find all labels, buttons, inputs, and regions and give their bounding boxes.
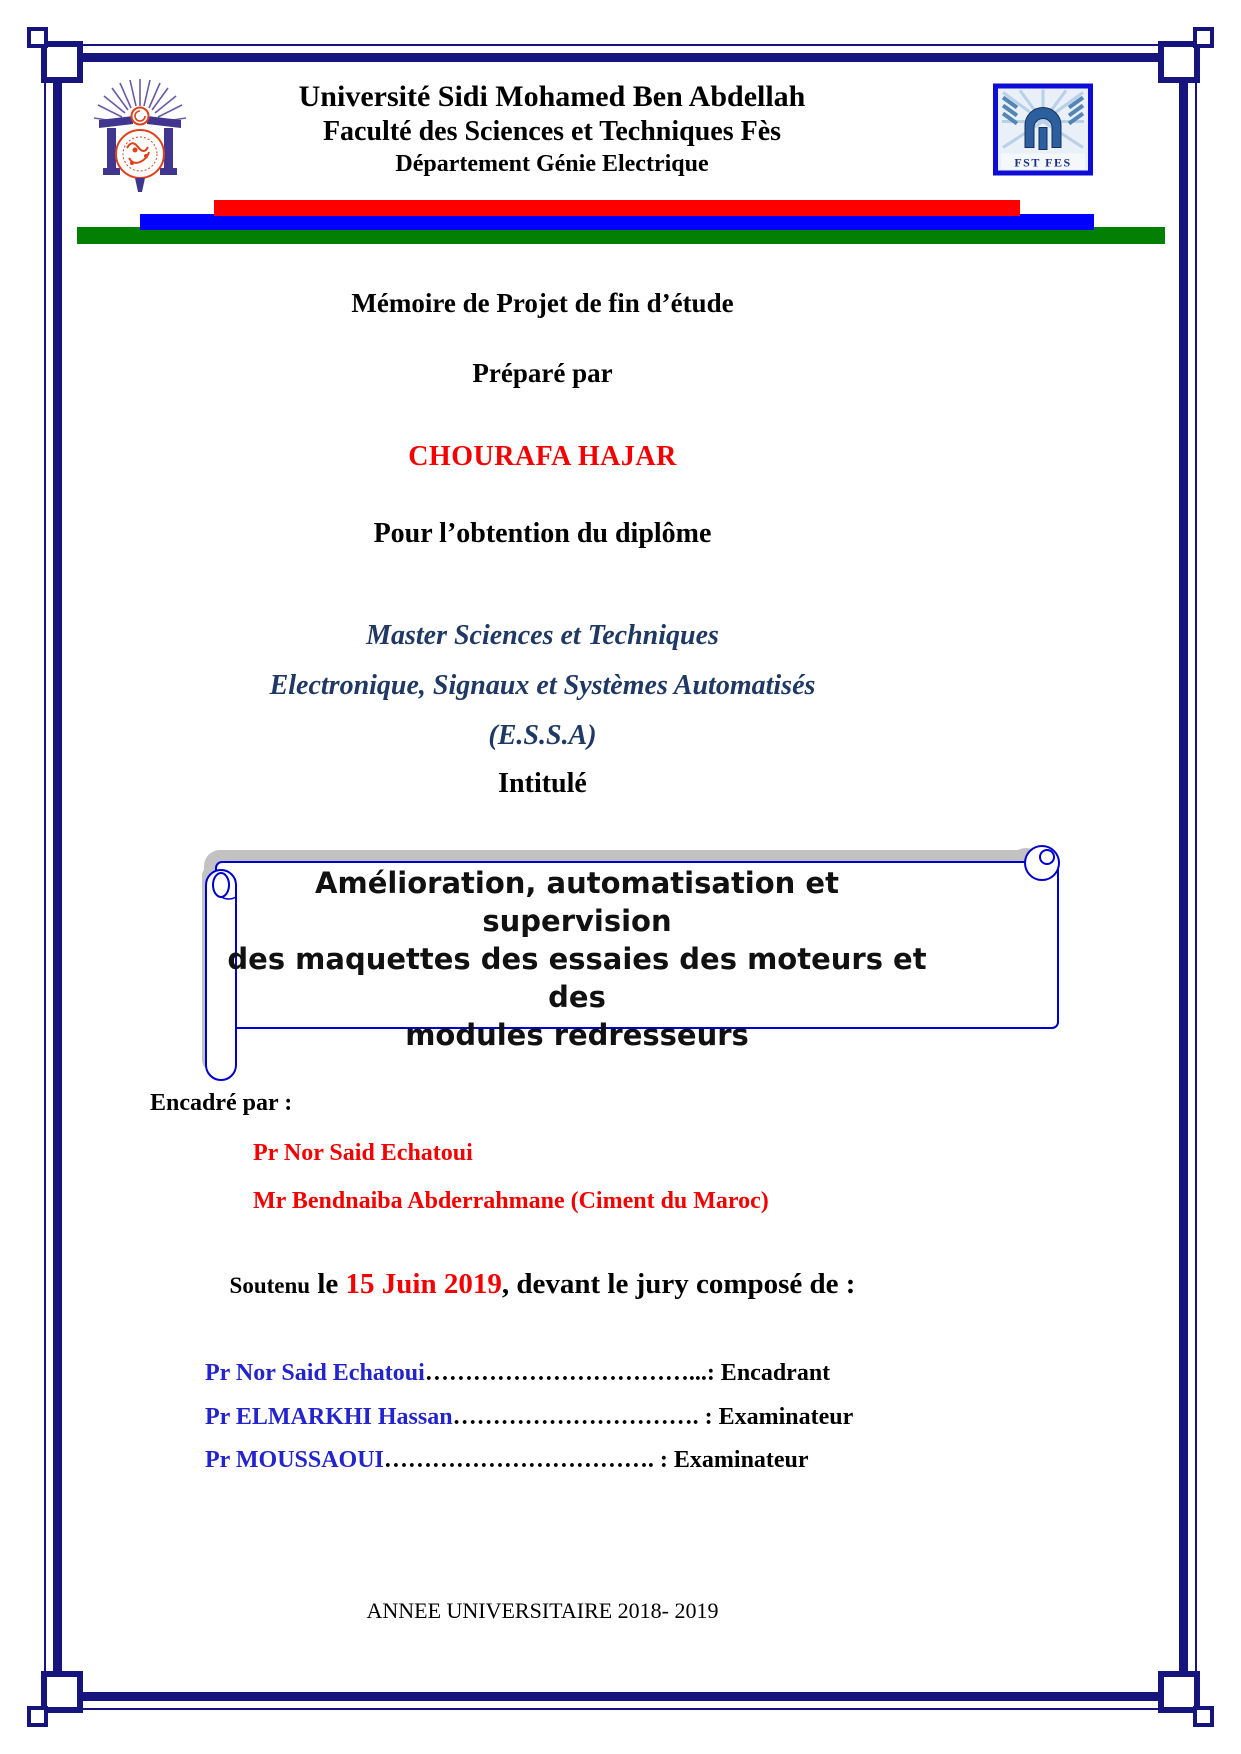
defense-date: 15 Juin 2019 [345,1268,502,1300]
master-program: Master Sciences et Techniques [366,620,719,651]
jury-row [205,1404,853,1431]
jury-member-name: Pr MOUSSAOUI [205,1447,384,1473]
thesis-title-line2: des maquettes des essaies des moteurs et des [227,942,927,1014]
jury-member-name: Pr Nor Said Echatoui [205,1360,425,1386]
jury-member-role: : Examinateur [659,1447,809,1473]
defense-prefix: Soutenu [229,1273,311,1298]
jury-row [205,1447,809,1474]
defense-line [0,1268,1085,1301]
dot-leader: ……………………………. [383,1447,660,1473]
jury-row [205,1360,830,1387]
supervisor-2: Mr Bendnaiba Abderrahmane (Ciment du Maroc) [253,1188,769,1214]
university-name: Université Sidi Mohamed Ben Abdellah [298,80,806,113]
thesis-title-line3: modules redresseurs [405,1018,749,1052]
academic-year-footer: ANNEE UNIVERSITAIRE 2018- 2019 [366,1598,719,1623]
thesis-title-line1: Amélioration, automatisation et supervision [315,866,839,938]
red-divider-bar [214,200,1020,216]
fst-fes-logo-icon [993,82,1093,177]
faculty-name: Faculté des Sciences et Techniques Fès [322,116,782,147]
department-name: Département Génie Electrique [395,151,709,177]
diploma-line: Pour l’obtention du diplôme [373,518,712,549]
supervisors-label: Encadré par : [150,1090,293,1116]
blue-divider-bar [140,214,1094,230]
supervisor-1: Pr Nor Said Echatoui [253,1140,473,1166]
prepared-by-label: Préparé par [472,358,613,388]
intitule-label: Intitulé [498,768,587,799]
jury-member-name: Pr ELMARKHI Hassan [205,1404,453,1430]
institution-header [222,78,882,179]
jury-member-role: : Encadrant [706,1360,831,1386]
memoire-line: Mémoire de Projet de fin d’étude [351,288,734,318]
author-name: CHOURAFA HAJAR [408,441,677,472]
thesis-title [217,864,937,1054]
fst-logo-caption: FST FES [1014,155,1072,170]
defense-le: le [310,1268,346,1300]
university-emblem-icon [85,68,195,202]
jury-member-role: : Examinateur [704,1404,854,1430]
dot-leader: ……………………………... [424,1360,707,1386]
dot-leader: …………………………. [452,1404,705,1430]
program-acronym: (E.S.S.A) [488,720,597,751]
specialty-line: Electronique, Signaux et Systèmes Automatisés [269,670,816,701]
defense-rest: , devant le jury composé de : [501,1268,856,1300]
